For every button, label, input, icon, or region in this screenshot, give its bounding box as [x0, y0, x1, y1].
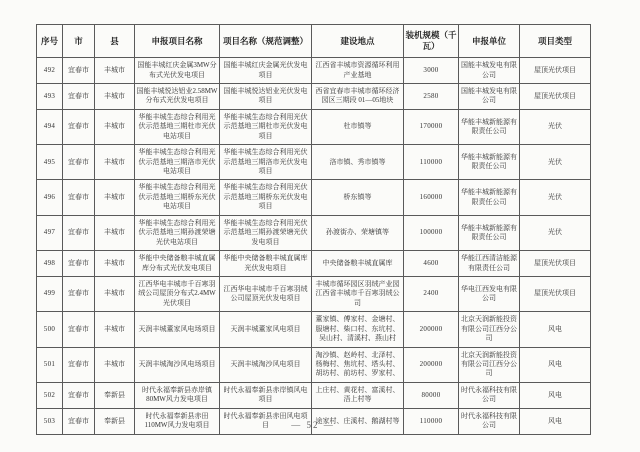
table-cell: 宜春市	[63, 408, 95, 434]
table-cell: 光伏	[520, 109, 591, 144]
column-header-location: 建设地点	[312, 25, 404, 58]
table-cell: 170000	[404, 109, 459, 144]
table-cell: 天润丰城淘沙风电项目	[220, 347, 312, 382]
table-cell: 494	[37, 109, 63, 144]
column-header-adjusted-name: 项目名称（规范调整）	[220, 25, 312, 58]
table-cell: 天润丰城董家风电项目	[220, 312, 312, 347]
table-cell: 500	[37, 312, 63, 347]
table-cell: 丰城市	[95, 251, 135, 277]
column-header-capacity: 装机规模（千瓦）	[404, 25, 459, 58]
table-cell: 淘沙镇、赵岭村、北泽村、杨梅村、焦坑村、塔头村、胡坊村、前坊村、罗家村、	[312, 347, 404, 382]
table-cell: 4600	[404, 251, 459, 277]
table-cell: 国能丰城悦达铝业2.58MW分布式光伏发电项目	[135, 83, 220, 109]
table-cell: 光伏	[520, 180, 591, 215]
table-cell: 499	[37, 276, 63, 311]
table-row	[37, 83, 591, 109]
table-cell: 496	[37, 180, 63, 215]
table-cell: 丰城市	[95, 58, 135, 84]
table-cell: 屋顶光伏项目	[520, 58, 591, 84]
table-cell: 丰城市	[95, 312, 135, 347]
table-cell: 宜春市	[63, 180, 95, 215]
table-cell: 国能丰城红庆金属光伏发电项目	[220, 58, 312, 84]
table-cell: 风电	[520, 347, 591, 382]
table-cell: 丰城市	[95, 276, 135, 311]
table-row	[37, 347, 591, 382]
column-header-city: 市	[63, 25, 95, 58]
table-cell: 丰城市	[95, 145, 135, 180]
table-cell: 宜春市	[63, 83, 95, 109]
column-header-seq: 序号	[37, 25, 63, 58]
table-row	[37, 58, 591, 84]
table-cell: 宜春市	[63, 251, 95, 277]
table-cell: 2400	[404, 276, 459, 311]
table-row	[37, 382, 591, 408]
table-row	[37, 109, 591, 144]
table-cell: 丰城市	[95, 347, 135, 382]
table-cell: 宜春市	[63, 58, 95, 84]
table-cell: 杜市镇等	[312, 109, 404, 144]
table-cell: 时代永福奉新县赤岸镇风电项目	[220, 382, 312, 408]
table-cell: 国能丰城发电有限公司	[459, 58, 520, 84]
table-cell: 江西华电丰城市千百寒羽绒公司屋顶分布式2.4MW光伏项目	[135, 276, 220, 311]
column-header-applicant: 申报单位	[459, 25, 520, 58]
table-cell: 西省宜春市丰城市循环经济园区三期段 01—05地块	[312, 83, 404, 109]
table-cell: 天润丰城董家风电场项目	[135, 312, 220, 347]
table-cell: 宜春市	[63, 382, 95, 408]
table-cell: 风电	[520, 312, 591, 347]
table-cell: 华能江西清洁能源有限责任公司	[459, 251, 520, 277]
table-cell: 华能丰城生态综合利用光伏示范基地三期洛市光伏发电项目	[220, 145, 312, 180]
table-cell: 华能丰城生态综合利用光伏示范基地三期桥东光伏发电项目	[220, 180, 312, 215]
table-cell: 2580	[404, 83, 459, 109]
table-cell: 华电江西发电有限公司	[459, 276, 520, 311]
table-cell: 3000	[404, 58, 459, 84]
page-number: — 52 —	[291, 420, 335, 430]
table-cell: 江西华电丰城市千百寒羽绒公司屋顶光伏发电项目	[220, 276, 312, 311]
project-table	[36, 24, 591, 435]
table-cell: 200000	[404, 312, 459, 347]
table-cell: 国能丰城悦达铝业光伏发电项目	[220, 83, 312, 109]
table-cell: 493	[37, 83, 63, 109]
table-cell: 宜春市	[63, 215, 95, 250]
table-cell: 华能丰城生态综合利用光伏示范基地三期孙渡荣塘光伏发电项目	[220, 215, 312, 250]
table-cell: 奉新县	[95, 382, 135, 408]
table-cell: 宜春市	[63, 109, 95, 144]
table-cell: 498	[37, 251, 63, 277]
table-cell: 华能中央储备粮丰城直属库分布式光伏发电项目	[135, 251, 220, 277]
table-row	[37, 312, 591, 347]
table-cell: 宜春市	[63, 347, 95, 382]
table-row	[37, 251, 591, 277]
table-cell: 495	[37, 145, 63, 180]
table-cell: 时代永福科技有限公司	[459, 382, 520, 408]
table-cell: 北京天润新能投资有限公司江西分公司	[459, 312, 520, 347]
table-cell: 北京天润新能投资有限公司江西分公司	[459, 347, 520, 382]
table-cell: 时代永福奉新县赤岸镇80MW风力发电项目	[135, 382, 220, 408]
table-cell: 时代永福奉新县赤田110MW风力发电项目	[135, 408, 220, 434]
table-cell: 华能丰城生态综合利用光伏示范基地三期桥东光伏电站项目	[135, 180, 220, 215]
column-header-type: 项目类型	[520, 25, 591, 58]
table-cell: 503	[37, 408, 63, 434]
table-cell: 宜春市	[63, 312, 95, 347]
table-cell: 华能丰城新能源有限责任公司	[459, 109, 520, 144]
table-cell: 孙渡街办、荣塘镇等	[312, 215, 404, 250]
table-cell: 501	[37, 347, 63, 382]
table-cell: 华能丰城生态综合利用光伏示范基地三期洛市光伏电站项目	[135, 145, 220, 180]
table-cell: 华能中央储备粮丰城直属库光伏发电项目	[220, 251, 312, 277]
table-cell: 华能丰城生态综合利用光伏示范基地三期孙渡荣塘光伏电站项目	[135, 215, 220, 250]
table-cell: 洛市镇、秀市镇等	[312, 145, 404, 180]
table-row	[37, 145, 591, 180]
table-cell: 丰城市循环园区羽绒产业园江西省丰城市千百寒羽绒公司	[312, 276, 404, 311]
table-cell: 492	[37, 58, 63, 84]
table-cell: 天润丰城淘沙风电场项目	[135, 347, 220, 382]
table-cell: 502	[37, 382, 63, 408]
table-cell: 桥东镇等	[312, 180, 404, 215]
table-cell: 时代永福科技有限公司	[459, 408, 520, 434]
table-cell: 光伏	[520, 145, 591, 180]
table-cell: 途家村、庄溪村、鹅湖村等	[312, 408, 404, 434]
table-cell: 屋顶光伏项目	[520, 276, 591, 311]
table-row	[37, 180, 591, 215]
table-cell: 时代永福奉新县赤田风电项目	[220, 408, 312, 434]
table-cell: 屋顶光伏项目	[520, 83, 591, 109]
table-header-row	[37, 25, 591, 58]
table-cell: 497	[37, 215, 63, 250]
table-cell: 华能丰城生态综合利用光伏示范基地三期杜市光伏发电项目	[220, 109, 312, 144]
table-cell: 国能丰城发电有限公司	[459, 83, 520, 109]
table-cell: 屋顶光伏项目	[520, 251, 591, 277]
table-cell: 160000	[404, 180, 459, 215]
table-cell: 丰城市	[95, 180, 135, 215]
table-cell: 风电	[520, 408, 591, 434]
table-cell: 华能丰城新能源有限责任公司	[459, 145, 520, 180]
table-cell: 丰城市	[95, 215, 135, 250]
table-cell: 中央储备粮丰城直属库	[312, 251, 404, 277]
table-cell: 光伏	[520, 215, 591, 250]
table-cell: 100000	[404, 215, 459, 250]
table-cell: 80000	[404, 382, 459, 408]
table-cell: 奉新县	[95, 408, 135, 434]
table-cell: 国能丰城红庆金属3MW分布式光伏发电项目	[135, 58, 220, 84]
table-cell: 风电	[520, 382, 591, 408]
table-cell: 宜春市	[63, 276, 95, 311]
table-cell: 宜春市	[63, 145, 95, 180]
column-header-county: 县	[95, 25, 135, 58]
table-cell: 上庄村、黄花村、富溪村、浯上村等	[312, 382, 404, 408]
table-cell: 丰城市	[95, 83, 135, 109]
table-cell: 华能丰城生态综合利用光伏示范基地三期杜市光伏电站项目	[135, 109, 220, 144]
table-row	[37, 276, 591, 311]
table-row	[37, 215, 591, 250]
table-cell: 华能丰城新能源有限责任公司	[459, 180, 520, 215]
table-cell: 110000	[404, 145, 459, 180]
table-cell: 华能丰城新能源有限责任公司	[459, 215, 520, 250]
table-cell: 丰城市	[95, 109, 135, 144]
column-header-declared-name: 申报项目名称	[135, 25, 220, 58]
table-cell: 江西省丰城市资源循环利用产业基地	[312, 58, 404, 84]
table-cell: 110000	[404, 408, 459, 434]
table-cell: 董家镇、傅家村、金塘村、服塘村、柴口村、东坑村、吴山村、清溪村、燕山村	[312, 312, 404, 347]
table-cell: 200000	[404, 347, 459, 382]
